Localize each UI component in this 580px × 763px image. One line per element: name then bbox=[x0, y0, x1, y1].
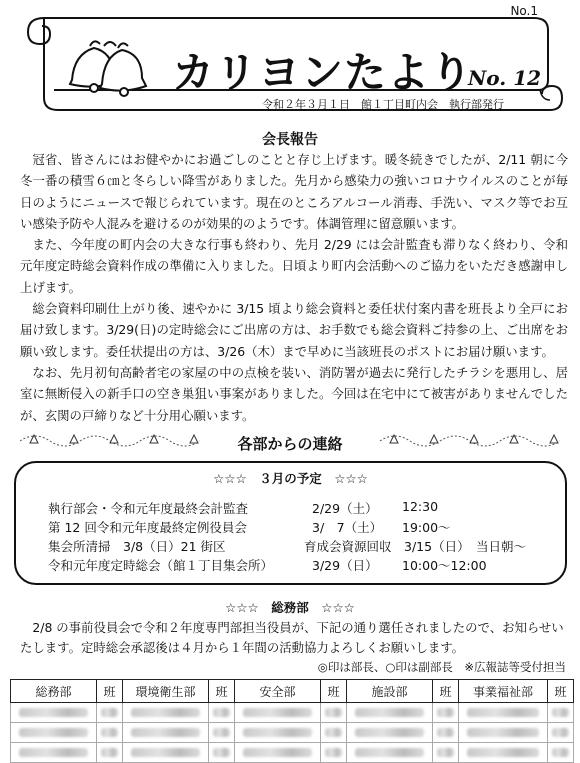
schedule-time: 19:00～ bbox=[402, 520, 451, 535]
schedule-time: 12:30 bbox=[402, 499, 439, 514]
table-row bbox=[11, 703, 574, 723]
schedule-date: 3/29（日） bbox=[312, 558, 378, 573]
redacted-cell bbox=[11, 703, 97, 723]
march-schedule-box bbox=[14, 461, 567, 585]
page-number: No.1 bbox=[510, 4, 538, 18]
officer-roster-table bbox=[10, 679, 574, 763]
report-paragraph: 冠省、皆さんにはお健やかにお過ごしのことと存じ上げます。暖冬続きでしたが、2/11 朝に今冬一番の積雪６㎝と冬らしい降雪がありました。先月から感染力の強いコロナウイルスのことが毎日のようにニュースで報じられています。現在のところアルコール消毒、手洗い、マスク等でお互い感染予防や人混みを避けるのが効果的のようです。体調管理に留意願います。 bbox=[20, 152, 568, 231]
redacted-cell bbox=[459, 743, 548, 763]
redacted-cell bbox=[433, 723, 459, 743]
soumu-heading: ☆☆☆ 総務部 ☆☆☆ bbox=[225, 600, 355, 615]
redacted-cell bbox=[347, 703, 433, 723]
redacted-cell bbox=[11, 723, 97, 743]
soumu-text: 2/8 の事前役員会で令和２年度専門部担当役員が、下記の通り選任されましたので、お知らせいたします。定時総会承認後は４月から１年間の活動協力よろしくお願いします。 bbox=[20, 620, 564, 655]
schedule-date: 2/29（土） bbox=[312, 501, 378, 516]
redacted-cell bbox=[347, 723, 433, 743]
issue-number: No. 12 bbox=[468, 66, 542, 90]
redacted-cell bbox=[123, 723, 209, 743]
roster-header: 班 bbox=[321, 680, 347, 703]
report-body bbox=[20, 149, 568, 426]
roster-header: 班 bbox=[548, 680, 574, 703]
redacted-cell bbox=[209, 723, 235, 743]
bells-icon bbox=[64, 34, 152, 102]
redacted-cell bbox=[548, 703, 574, 723]
redacted-cell bbox=[209, 743, 235, 763]
roster-header: 施設部 bbox=[347, 680, 433, 703]
schedule-event: 第 12 回令和元年度最終定例役員会 bbox=[48, 520, 247, 535]
redacted-cell bbox=[321, 743, 347, 763]
roster-legend: ◎印は部長、○印は副部長 ※広報誌等受付担当 bbox=[317, 660, 566, 674]
report-heading: 会長報告 bbox=[262, 132, 318, 148]
redacted-cell bbox=[321, 703, 347, 723]
redacted-cell bbox=[235, 703, 321, 723]
schedule-title: ☆☆☆ ３月の予定 ☆☆☆ bbox=[213, 471, 368, 486]
schedule-date: 育成会資源回収 3/15（日） bbox=[304, 539, 470, 554]
redacted-cell bbox=[235, 743, 321, 763]
redacted-cell bbox=[433, 703, 459, 723]
roster-header: 班 bbox=[209, 680, 235, 703]
report-paragraph: また、今年度の町内会の大きな行事も終わり、先月 2/29 には会計監査も滞りなく終わり、令和元年度定時総会資料作成の準備に入りました。日頃より町内会活動へのご協力をいただき感謝申し上げます。 bbox=[20, 237, 568, 295]
redacted-cell bbox=[235, 723, 321, 743]
table-row bbox=[11, 743, 574, 763]
redacted-cell bbox=[548, 743, 574, 763]
redacted-cell bbox=[548, 723, 574, 743]
roster-header-row bbox=[11, 680, 574, 703]
roster-header: 班 bbox=[97, 680, 123, 703]
schedule-event: 令和元年度定時総会（館１丁目集会所） bbox=[48, 558, 274, 573]
redacted-cell bbox=[123, 743, 209, 763]
newsletter-title: カリヨンたより bbox=[172, 48, 474, 97]
departments-heading: 各部からの連絡 bbox=[237, 435, 343, 453]
table-row bbox=[11, 723, 574, 743]
roster-header: 環境衛生部 bbox=[123, 680, 209, 703]
redacted-cell bbox=[123, 703, 209, 723]
schedule-time: 10:00～12:00 bbox=[402, 558, 487, 573]
report-paragraph: 総会資料印刷仕上がり後、速やかに 3/15 頃より総会資料と委任状付案内書を班長より全戸にお届け致します。3/29(日)の定時総会にご出席の方は、お手数でも総会資料ご持参の上、ご出席をお願い致します。委任状提出の方は、3/26（木）まで早めに当該班長のポストにお届け願います。 bbox=[20, 301, 568, 359]
schedule-event: 集会所清掃 3/8（日）21 街区 bbox=[48, 539, 226, 554]
redacted-cell bbox=[347, 743, 433, 763]
redacted-cell bbox=[209, 703, 235, 723]
report-paragraph: なお、先月初旬高齢者宅の家屋の中の点検を装い、消防署が過去に発行したチラシを悪用し、居室に無断侵入の新手口の空き巣狙い事案がありました。今回は在宅中にて被害がありませんでしたが、玄関の戸締りなど十分用心願います。 bbox=[20, 364, 568, 423]
schedule-time: 当日朝～ bbox=[476, 539, 527, 554]
roster-header: 安全部 bbox=[235, 680, 321, 703]
redacted-cell bbox=[97, 703, 123, 723]
roster-header: 事業福祉部 bbox=[459, 680, 548, 703]
redacted-cell bbox=[433, 743, 459, 763]
roster-header: 班 bbox=[433, 680, 459, 703]
roster-header: 総務部 bbox=[11, 680, 97, 703]
dateline: 令和２年３月１日 館１丁目町内会 執行部発行 bbox=[262, 98, 504, 111]
schedule-event: 執行部会・令和元年度最終会計監査 bbox=[48, 501, 249, 516]
redacted-cell bbox=[97, 743, 123, 763]
redacted-cell bbox=[459, 723, 548, 743]
redacted-cell bbox=[97, 723, 123, 743]
redacted-cell bbox=[11, 743, 97, 763]
redacted-cell bbox=[459, 703, 548, 723]
redacted-cell bbox=[321, 723, 347, 743]
schedule-date: 3/ 7（土） bbox=[312, 520, 383, 535]
